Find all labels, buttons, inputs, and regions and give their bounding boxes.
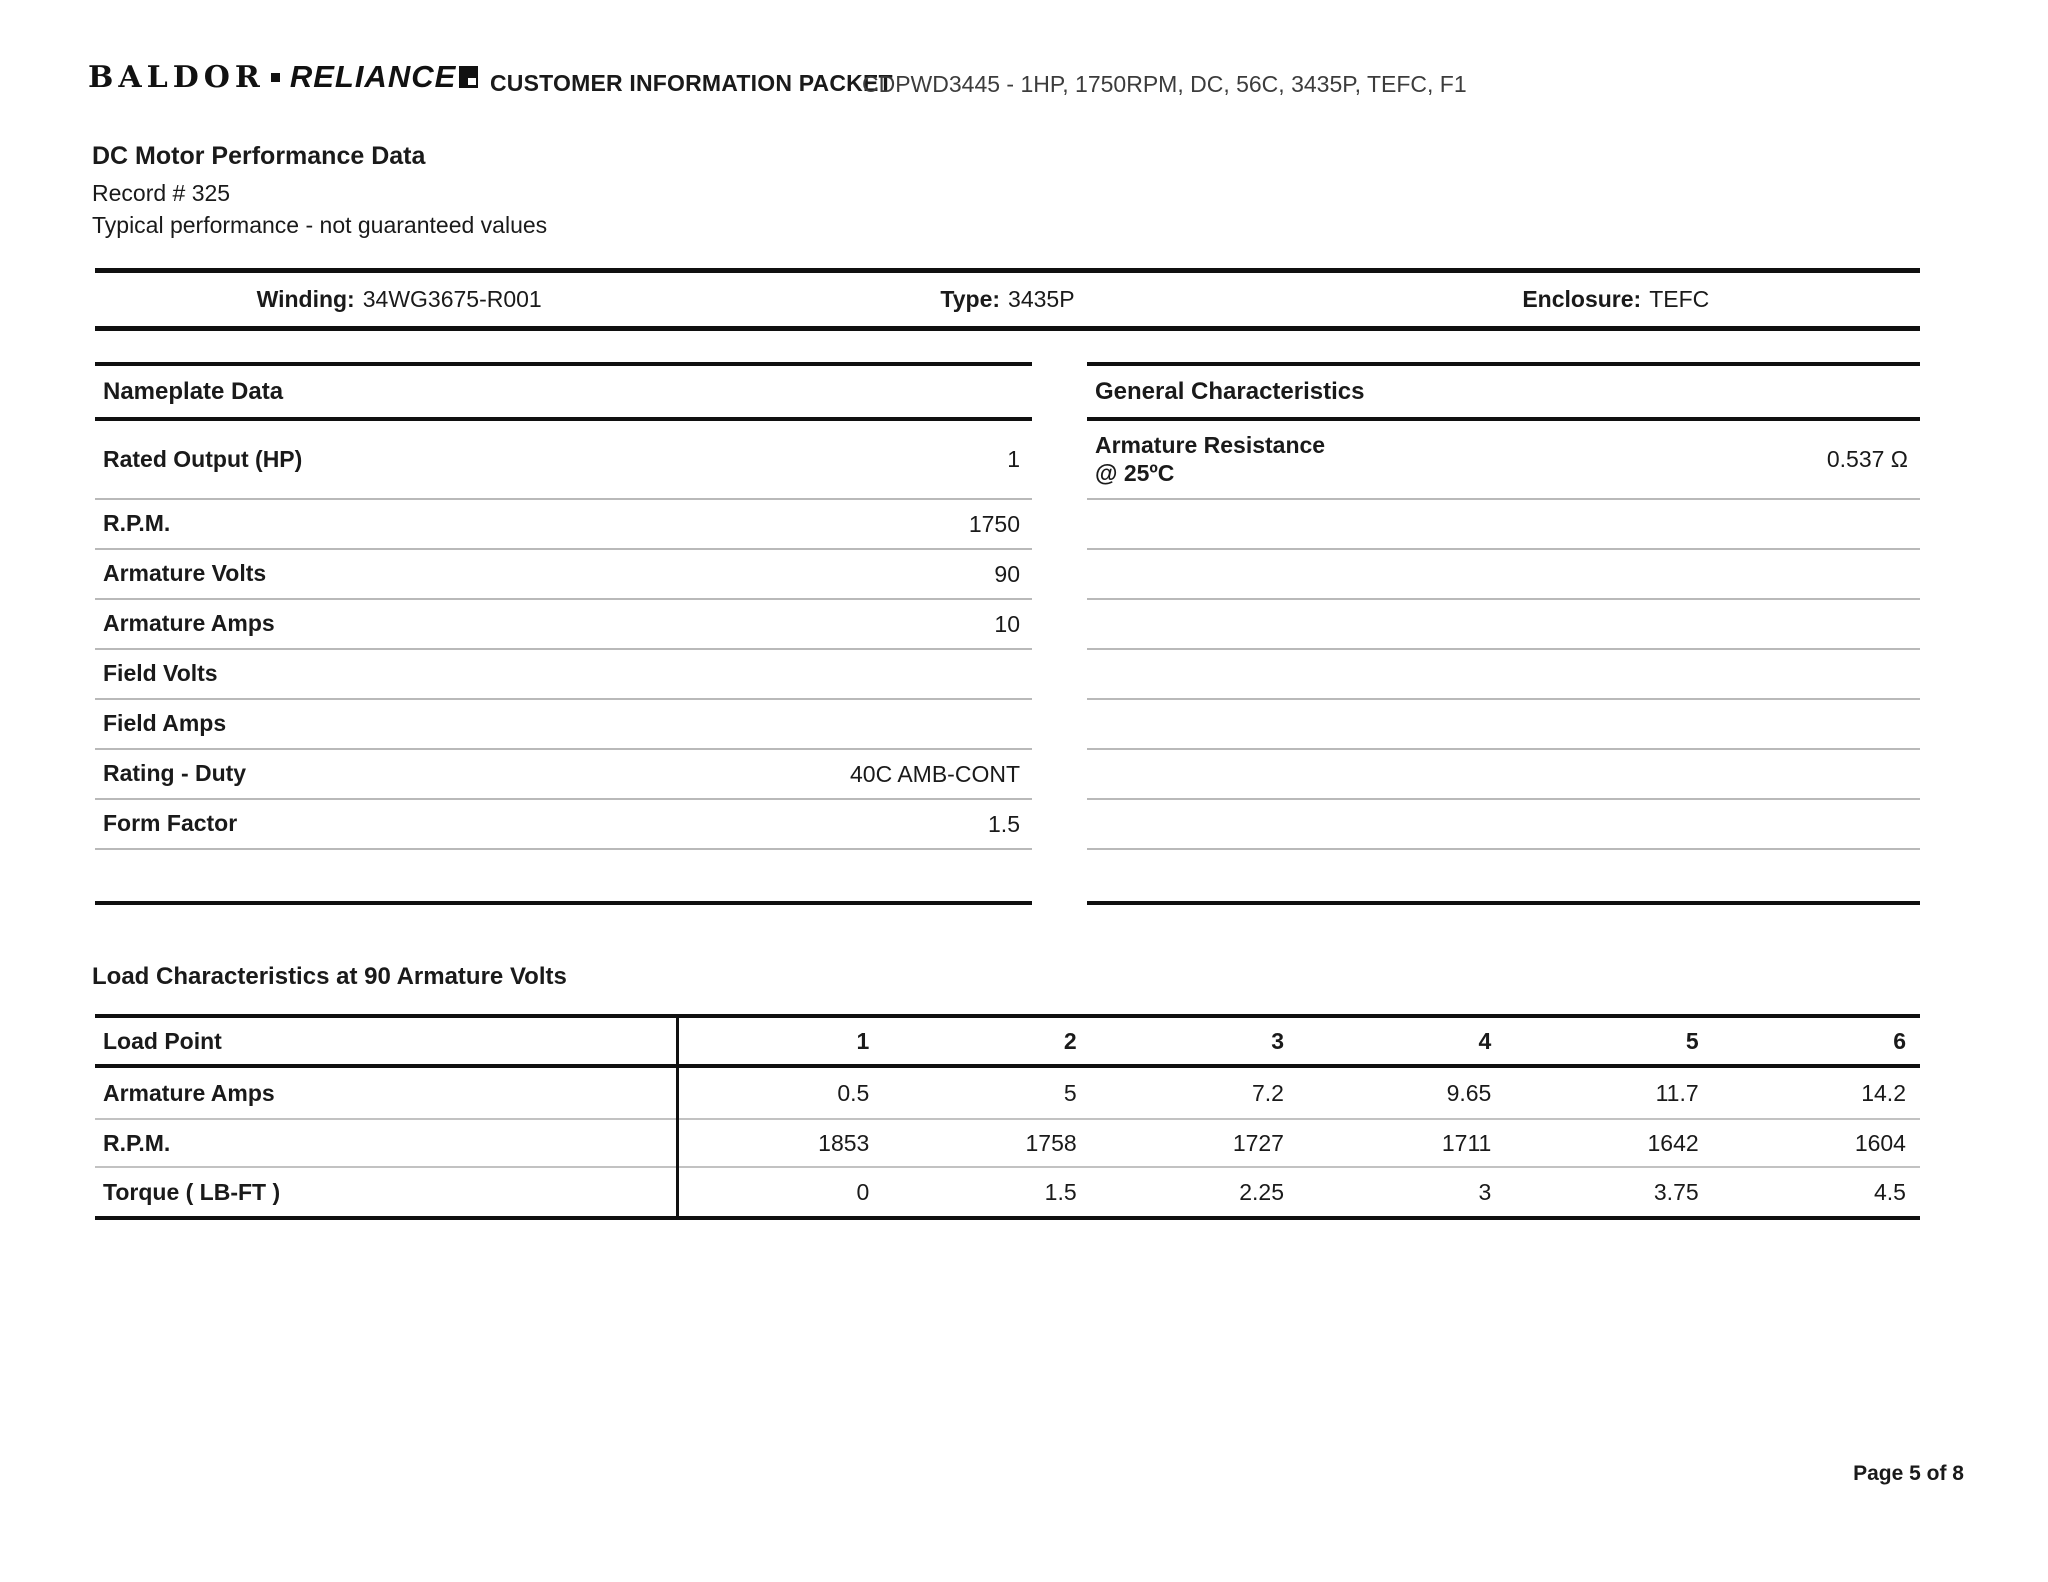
column-header: 6: [1893, 1027, 1906, 1054]
cell-value: 11.7: [1655, 1079, 1699, 1106]
enclosure-label: Enclosure:: [1522, 286, 1642, 312]
row-value: 90: [994, 560, 1020, 587]
row-label: Rated Output (HP): [103, 445, 303, 472]
table-row-empty: [1087, 500, 1920, 550]
table-row: [95, 750, 1032, 800]
winding-label: Winding:: [256, 286, 355, 312]
row-value: 10: [994, 610, 1020, 637]
performance-note: Typical performance - not guaranteed values: [92, 212, 548, 238]
row-label: Field Volts: [103, 660, 218, 687]
cell-value: 7.2: [1252, 1079, 1284, 1106]
logo-reliance-text: RELIANCE: [289, 59, 457, 94]
row-label: Rating - Duty: [103, 760, 247, 787]
baldor-reliance-logo: [88, 56, 478, 98]
load-characteristics-title: Load Characteristics at 90 Armature Volts: [92, 963, 567, 990]
load-characteristics-table: [95, 1014, 1920, 1220]
column-header: 2: [1063, 1027, 1077, 1054]
row-value: 40C AMB-CONT: [850, 760, 1020, 787]
column-header: 1: [856, 1027, 870, 1054]
table-row: [95, 1068, 1920, 1120]
table-row-empty: [1087, 800, 1920, 850]
row-label: Field Amps: [103, 710, 227, 737]
row-value: 1: [1007, 446, 1020, 472]
table-row-empty: [1087, 700, 1920, 750]
winding-field: [95, 273, 703, 326]
table-row: [95, 700, 1032, 750]
row-label: Armature Volts: [103, 560, 267, 587]
load-point-label: Load Point: [103, 1027, 222, 1054]
row-label: Armature Amps: [103, 1079, 275, 1106]
type-field: [703, 273, 1311, 326]
table-row-empty: [1087, 600, 1920, 650]
cell-value: 1642: [1647, 1129, 1699, 1156]
cell-value: 1853: [818, 1129, 870, 1156]
column-header: 3: [1271, 1027, 1284, 1054]
table-row-empty: [1087, 650, 1920, 700]
table-row: [95, 500, 1032, 550]
page-number: Page 5 of 8: [1853, 1462, 1964, 1485]
cell-value: 1.5: [1044, 1178, 1077, 1205]
cell-value: 1758: [1025, 1129, 1077, 1156]
cell-value: 14.2: [1861, 1079, 1906, 1106]
row-label: [1095, 432, 1325, 487]
row-value: 0.537 Ω: [1826, 446, 1908, 472]
table-row: [95, 800, 1032, 850]
cell-value: 2.25: [1239, 1178, 1284, 1205]
row-label: R.P.M.: [103, 1129, 171, 1156]
type-value: 3435P: [1008, 286, 1075, 312]
winding-summary-band: [95, 268, 1920, 331]
row-label: Armature Amps: [103, 610, 275, 637]
general-characteristics-table: [1087, 362, 1920, 905]
cell-value: 0.5: [837, 1079, 870, 1106]
document-title: DC Motor Performance Data: [92, 142, 426, 170]
winding-value: 34WG3675-R001: [362, 286, 542, 312]
table-vertical-divider: [676, 1018, 679, 1216]
cell-value: 3: [1478, 1178, 1492, 1205]
cell-value: 0: [856, 1178, 870, 1205]
cell-value: 5: [1063, 1079, 1077, 1106]
table-row-empty: [1087, 750, 1920, 800]
product-description: CDPWD3445 - 1HP, 1750RPM, DC, 56C, 3435P, TEFC, F1: [862, 71, 1467, 97]
cell-value: 3.75: [1653, 1178, 1699, 1205]
row-label: Form Factor: [103, 810, 238, 837]
table-row: [95, 650, 1032, 700]
row-value: 1750: [968, 510, 1020, 537]
column-header: 5: [1685, 1027, 1699, 1054]
armature-resistance-temp: @ 25ºC: [1095, 459, 1175, 486]
general-characteristics-header: General Characteristics: [1087, 366, 1920, 421]
row-value: 1.5: [988, 810, 1020, 837]
cell-value: 1604: [1854, 1129, 1906, 1156]
table-spacer: [1087, 850, 1920, 901]
row-label: Torque ( LB-FT ): [103, 1178, 281, 1205]
table-row-empty: [1087, 550, 1920, 600]
table-row: [95, 1168, 1920, 1216]
table-row: [95, 600, 1032, 650]
table-row: [1087, 421, 1920, 500]
table-row: [95, 421, 1032, 500]
logo-trademark-icon: [459, 66, 478, 88]
table-spacer: [95, 850, 1032, 901]
table-row: [95, 1120, 1920, 1168]
column-header: 4: [1478, 1027, 1492, 1054]
record-number: Record # 325: [92, 180, 231, 206]
table-row: [95, 550, 1032, 600]
type-label: Type:: [940, 286, 1001, 312]
load-table-header-row: [95, 1018, 1920, 1068]
cell-value: 1711: [1441, 1129, 1492, 1156]
cell-value: 4.5: [1874, 1178, 1906, 1205]
logo-baldor-text: BALDOR: [88, 59, 265, 95]
cell-value: 1727: [1232, 1129, 1284, 1156]
cell-value: 9.65: [1446, 1079, 1492, 1106]
enclosure-value: TEFC: [1649, 286, 1710, 312]
nameplate-data-header: Nameplate Data: [95, 366, 1032, 421]
nameplate-data-table: [95, 362, 1032, 905]
armature-resistance-label: Armature Resistance: [1095, 431, 1326, 458]
logo-dot-icon: [271, 73, 280, 82]
row-label: R.P.M.: [103, 510, 171, 537]
enclosure-field: [1312, 273, 1920, 326]
packet-title: CUSTOMER INFORMATION PACKET: [490, 70, 893, 96]
